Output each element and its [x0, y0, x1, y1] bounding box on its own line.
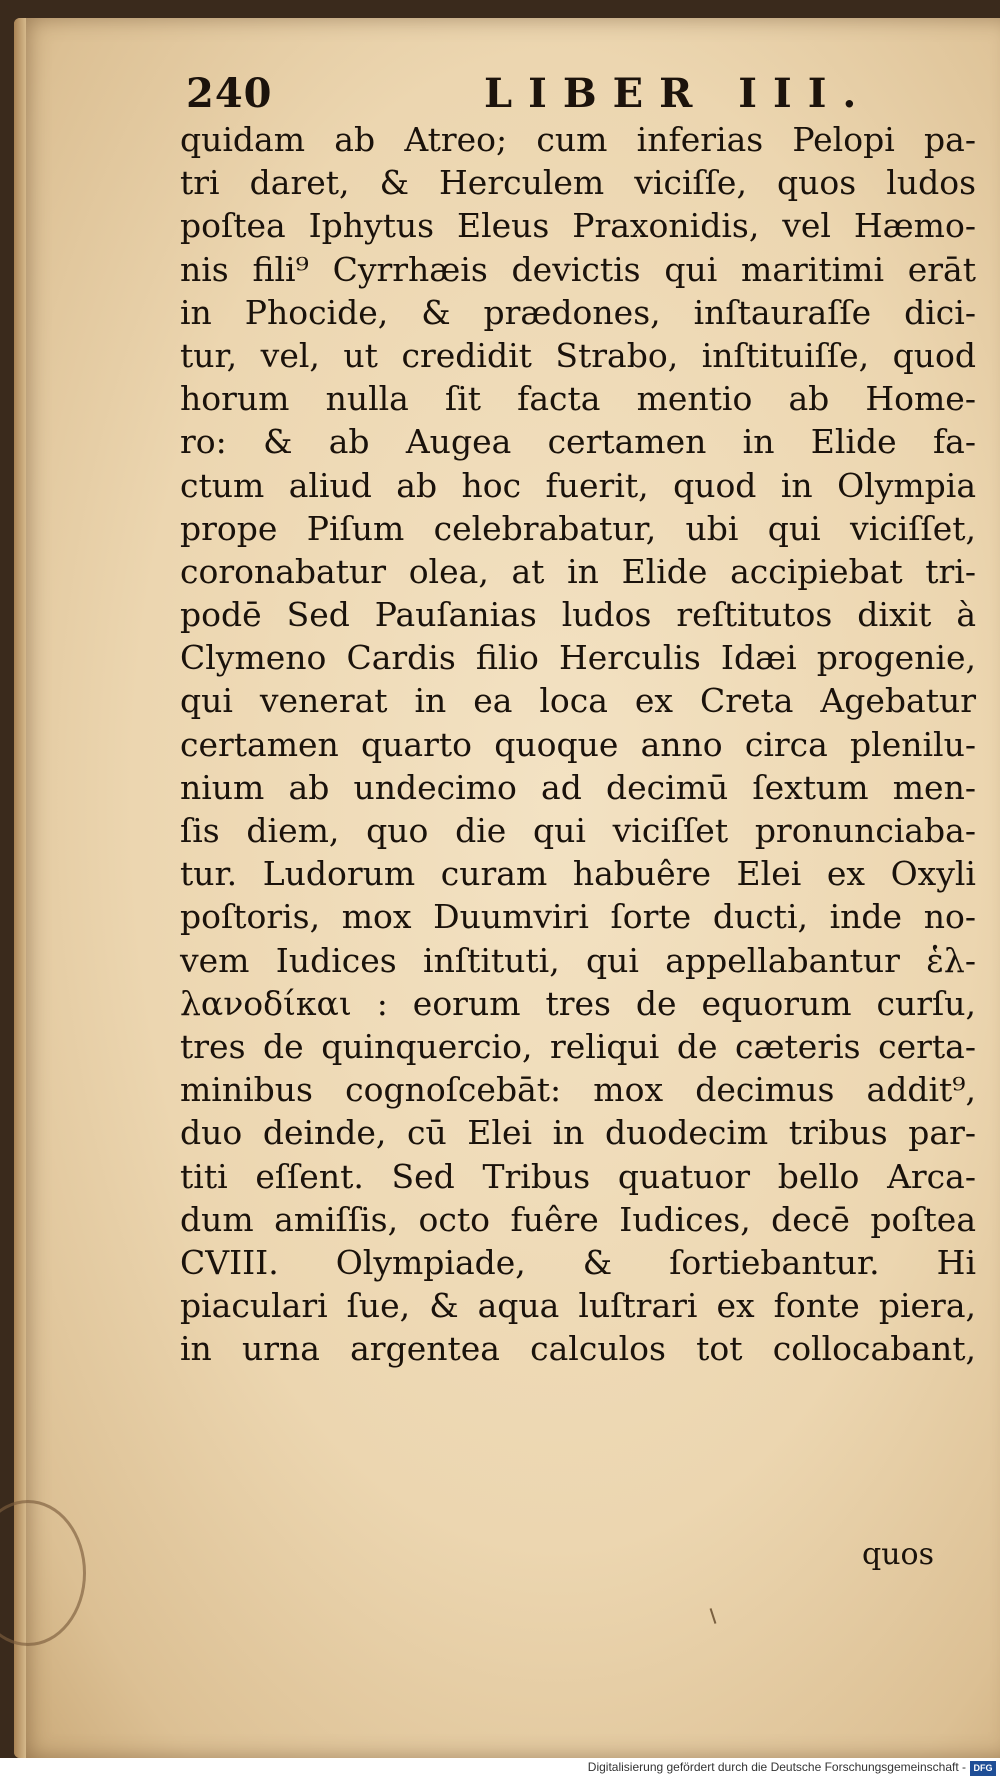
text-line: poſtea Iphytus Eleus Praxonidis, vel Hæmo-: [180, 206, 976, 246]
page-header: [186, 66, 873, 126]
text-line: ro: & ab Augea certamen in Elide fa-: [180, 422, 976, 462]
running-head: LIBER III.: [484, 70, 873, 117]
text-line: qui venerat in ea loca ex Creta Agebatur: [180, 681, 976, 721]
text-line: CVIII. Olympiade, & ſortiebantur. Hi: [180, 1242, 976, 1282]
text-line: horum nulla ſit facta mentio ab Home-: [180, 379, 976, 419]
text-line: podē Sed Pauſanias ludos reſtitutos dixit à: [180, 595, 976, 635]
text-line: titi eſſent. Sed Tribus quatuor bello Arca-: [180, 1156, 976, 1196]
text-body: [180, 118, 976, 1370]
text-line: tres de quinquercio, reliqui de cæteris certa-: [180, 1026, 976, 1066]
text-line: duo deinde, cū Elei in duodecim tribus par-: [180, 1113, 976, 1153]
text-line: certamen quarto quoque anno circa plenilu-: [180, 724, 976, 764]
text-line: nis fili⁹ Cyrrhæis devictis qui maritimi erāt: [180, 249, 976, 289]
text-line: in urna argentea calculos tot collocabant,: [180, 1329, 976, 1369]
text-line: λανοδίκαι : eorum tres de equorum curſu,: [180, 983, 976, 1023]
page-number: 240: [186, 70, 273, 117]
text-line: tri daret, & Herculem viciſſe, quos ludos: [180, 163, 976, 203]
funding-credit: Digitalisierung gefördert durch die Deutsche Forschungsgemeinschaft -: [587, 1760, 966, 1774]
text-line: poſtoris, mox Duumviri ſorte ducti, inde no-: [180, 897, 976, 937]
text-line: piaculari ſue, & aqua luſtrari ex fonte piera,: [180, 1286, 976, 1326]
catchword: quos: [862, 1537, 934, 1572]
dfg-logo-icon: DFG: [970, 1761, 996, 1776]
text-line: ſis diem, quo die qui viciſſet pronunciaba-: [180, 811, 976, 850]
text-line: nium ab undecimo ad decimū ſextum men-: [180, 767, 976, 807]
text-line: ctum aliud ab hoc fuerit, quod in Olympia: [180, 465, 976, 505]
text-line: coronabatur olea, at in Elide accipiebat tri-: [180, 551, 976, 591]
page-edge: [14, 18, 26, 1758]
text-line: in Phocide, & prædones, inſtauraſſe dici-: [180, 292, 976, 332]
text-line: Clymeno Cardis filio Herculis Idæi progenie,: [180, 638, 976, 678]
text-line: tur. Ludorum curam habuêre Elei ex Oxyli: [180, 854, 976, 894]
text-line: vem Iudices inſtituti, qui appellabantur ἑλ-: [180, 940, 976, 980]
text-line: tur, vel, ut credidit Strabo, inſtituiſſe, quod: [180, 335, 976, 375]
text-line: quidam ab Atreo; cum inferias Pelopi pa-: [180, 120, 976, 159]
text-line: minibus cognoſcebāt: mox decimus addit⁹,: [180, 1070, 976, 1110]
footer-strip: [0, 1758, 1000, 1781]
text-line: prope Piſum celebrabatur, ubi qui viciſſet,: [180, 508, 976, 548]
text-line: dum amiſſis, octo fuêre Iudices, decē poſtea: [180, 1199, 976, 1239]
